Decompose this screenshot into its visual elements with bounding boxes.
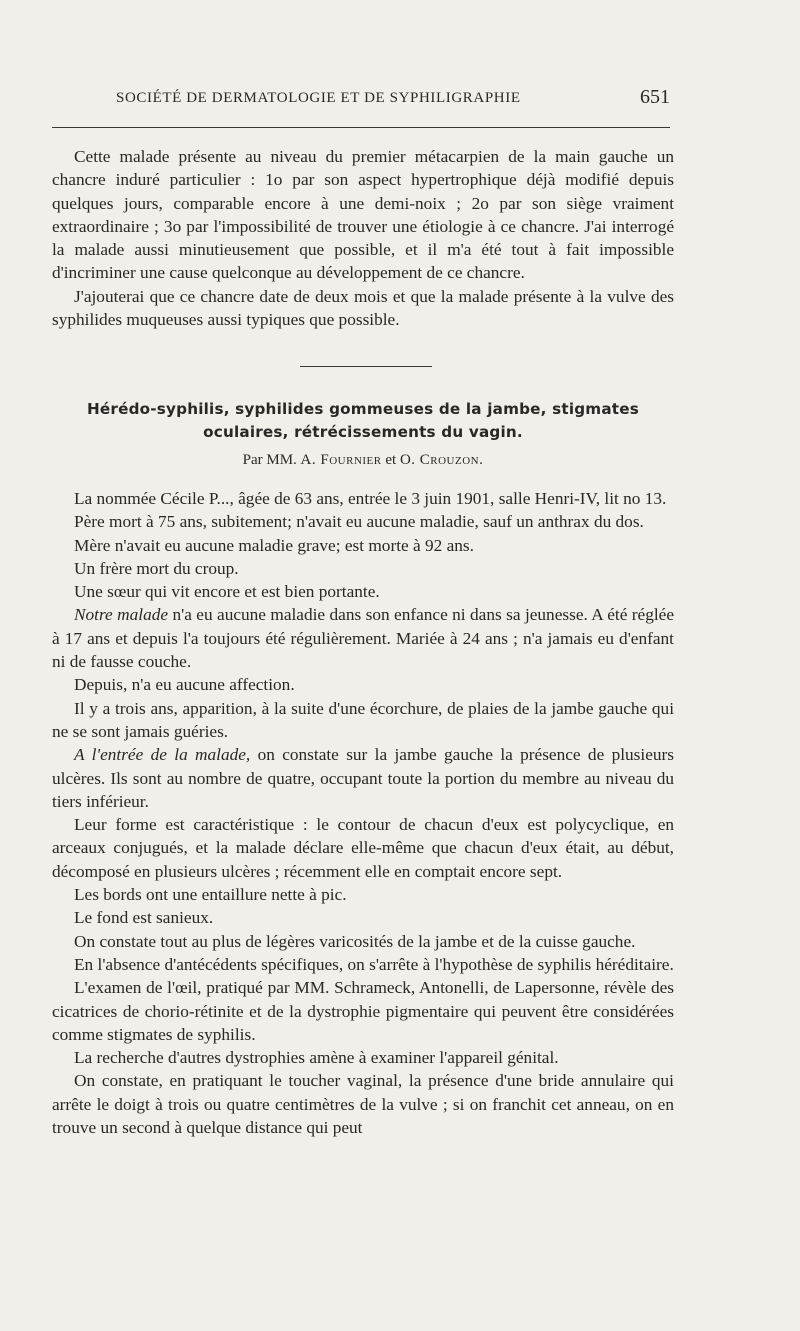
paragraph: Il y a trois ans, apparition, à la suite d'une écorchure, de plaies de la jambe gauche qui ne se sont jamais guéries. xyxy=(52,698,674,741)
paragraph-text: on constate sur la jambe gauche la présence de plusieurs ulcères. Ils sont au nombre de quatre, occupant toute la portion du membre au niveau du tiers inférieur. xyxy=(52,745,674,811)
case-report xyxy=(52,487,674,1139)
author-name: A. Fournier xyxy=(300,452,382,468)
running-head: SOCIÉTÉ DE DERMATOLOGIE ET DE SYPHILIGRAPHIE xyxy=(116,90,521,106)
paragraph: Cette malade présente au niveau du premier métacarpien de la main gauche un chancre induré particulier : 1o par son aspect hypertrophique déjà modifié depuis quelques jours, comparable encore à une demi-noix ; 2o par son siège vraiment extraordinaire ; 3o par l'impossibilité de trouver une étiologie à ce chancre. J'ai interrogé la malade aussi minutieusement que possible, et il m'a été tout à fait impossible d'incriminer une cause quelconque au développement de ce chancre. xyxy=(52,147,674,283)
article-title xyxy=(52,398,674,444)
authors-prefix: Par MM. xyxy=(242,452,297,468)
paragraph: Père mort à 75 ans, subitement; n'avait eu aucune maladie, sauf un anthrax du dos. xyxy=(74,512,644,532)
italic-phrase: Notre malade xyxy=(74,605,169,625)
paragraph: Les bords ont une entaillure nette à pic. xyxy=(74,885,347,905)
paragraph: Mère n'avait eu aucune maladie grave; est morte à 92 ans. xyxy=(74,535,474,555)
paragraph: On constate, en pratiquant le toucher vaginal, la présence d'une bride annulaire qui arrête le doigt à trois ou quatre centimètres de la vulve ; si on franchit cet anneau, on en trouve un second à quelque distance qui peut xyxy=(52,1071,674,1138)
intro-section xyxy=(52,145,674,331)
authors-conjunction: et xyxy=(385,452,397,468)
paragraph: Une sœur qui vit encore et est bien portante. xyxy=(74,582,380,602)
paragraph: Un frère mort du croup. xyxy=(74,558,239,578)
paragraph: En l'absence d'antécédents spécifiques, on s'arrête à l'hypothèse de syphilis héréditaire. xyxy=(74,954,674,974)
paragraph: Le fond est sanieux. xyxy=(74,908,214,928)
paragraph: On constate tout au plus de légères varicosités de la jambe et de la cuisse gauche. xyxy=(74,931,636,951)
paragraph-text: n'a eu aucune maladie dans son enfance ni dans sa jeunesse. A été réglée à 17 ans et depuis l'a toujours été régulièrement. Mariée à 24 ans ; n'a jamais eu d'enfant ni de fausse couche. xyxy=(52,605,674,672)
paragraph xyxy=(52,743,674,813)
italic-phrase: A l'entrée de la malade, xyxy=(74,745,251,765)
paragraph: La recherche d'autres dystrophies amène à examiner l'appareil génital. xyxy=(74,1048,559,1068)
article-title-line: oculaires, rétrécissements du vagin. xyxy=(203,423,523,441)
paragraph xyxy=(52,603,674,673)
paragraph: L'examen de l'œil, pratiqué par MM. Schrameck, Antonelli, de Lapersonne, révèle des cicatrices de chorio-rétinite et de la dystrophie pigmentaire qui peuvent être considérées comme stigmates de syphilis. xyxy=(52,978,674,1044)
section-separator xyxy=(300,366,432,367)
author-name: O. Crouzon. xyxy=(399,452,484,468)
article-authors xyxy=(52,452,674,469)
paragraph: La nommée Cécile P..., âgée de 63 ans, entrée le 3 juin 1901, salle Henri-IV, lit no 13. xyxy=(74,489,667,508)
header-rule xyxy=(52,127,670,128)
article-title-line: Hérédo-syphilis, syphilides gommeuses de la jambe, stigmates xyxy=(87,400,639,418)
paragraph: Leur forme est caractéristique : le contour de chacun d'eux est polycyclique, en arceaux conjugués, et la malade déclare elle-même que chacun d'eux était, au début, décomposé en plusieurs ulcères ; récemment elle en comptait encore sept. xyxy=(52,815,674,881)
page-header xyxy=(52,86,670,114)
paragraph: Depuis, n'a eu aucune affection. xyxy=(74,675,295,695)
paragraph: J'ajouterai que ce chancre date de deux mois et que la malade présente à la vulve des syphilides muqueuses aussi typiques que possible. xyxy=(52,286,674,330)
page-number: 651 xyxy=(640,86,670,108)
